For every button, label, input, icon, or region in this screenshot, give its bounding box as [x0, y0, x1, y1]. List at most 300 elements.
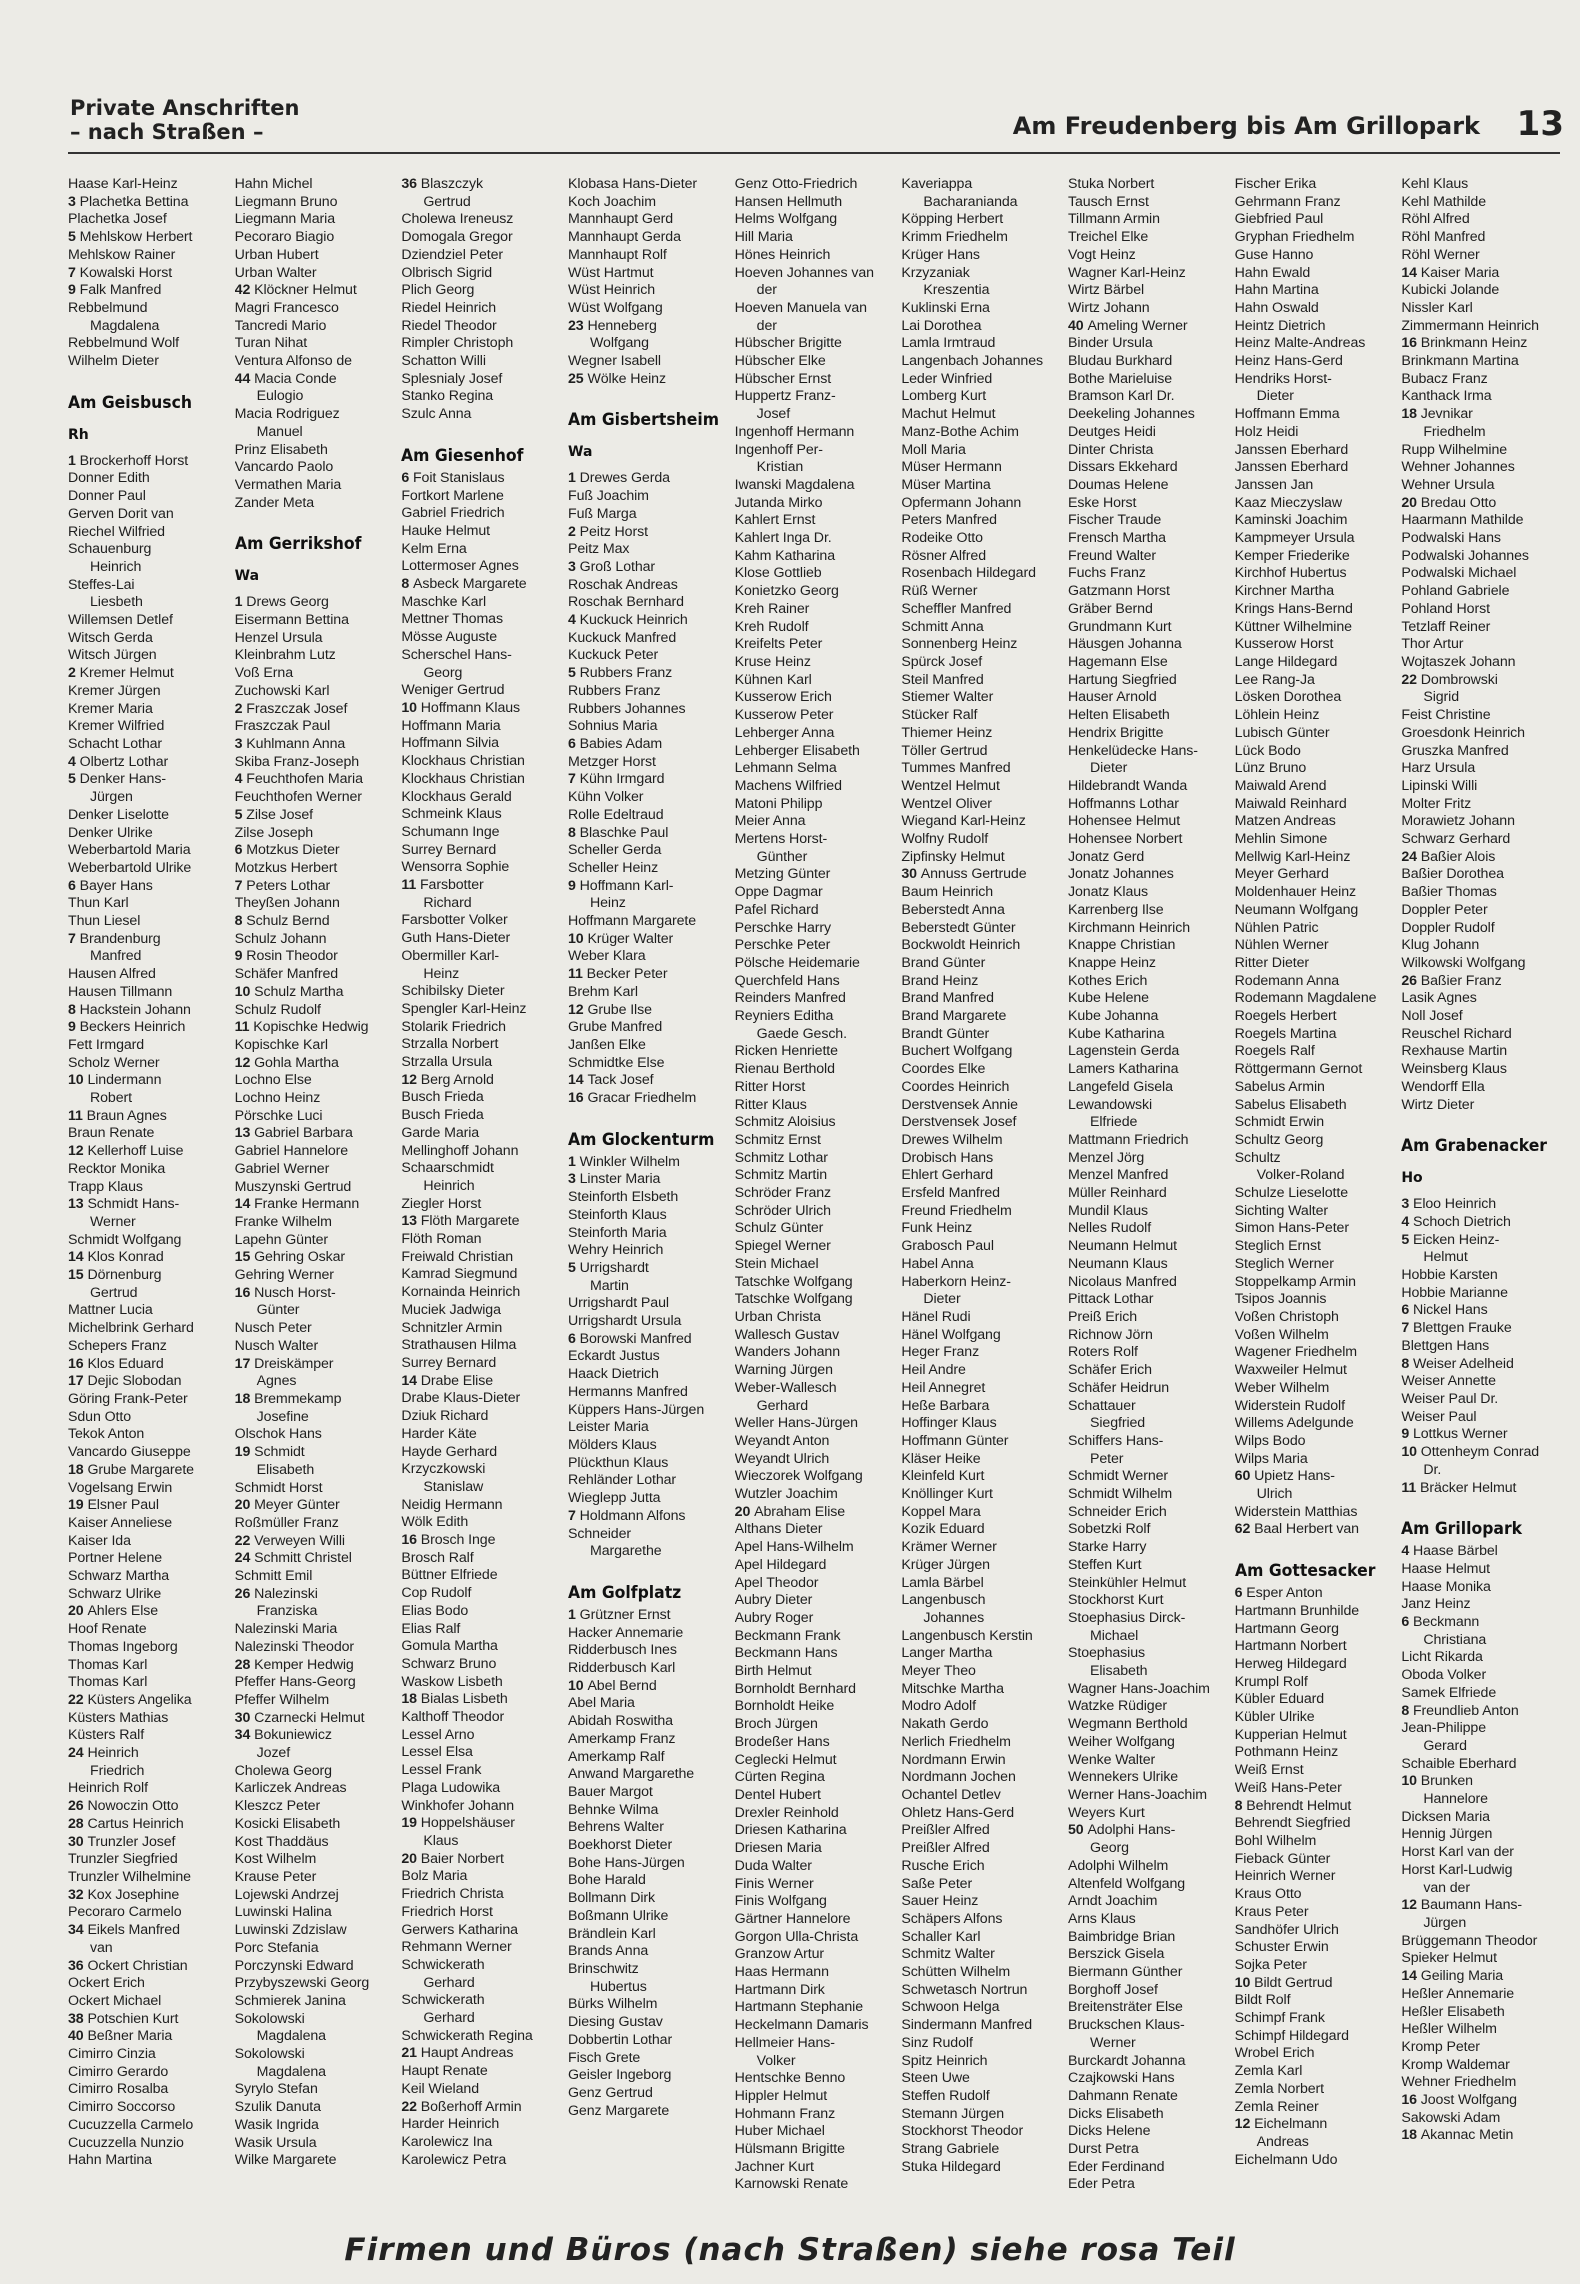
- resident-entry: [68, 1674, 231, 1692]
- resident-entry: [735, 1079, 898, 1097]
- resident-entry: [68, 1072, 231, 1090]
- resident-entry: [568, 1749, 731, 1767]
- resident-name: Kupperian Helmut: [1234, 1726, 1347, 1743]
- resident-entry: [68, 1480, 231, 1498]
- resident-entry: [568, 612, 731, 630]
- resident-name: Menzel Manfred: [1068, 1167, 1169, 1184]
- resident-name: Janssen Eberhard: [1234, 441, 1349, 458]
- entry-continuation: [735, 318, 898, 336]
- resident-name: Asbeck Margarete: [412, 576, 527, 593]
- entry-continuation: [68, 789, 231, 807]
- resident-name: Krüger Walter: [587, 930, 674, 947]
- resident-name: Behnke Wilma: [568, 1801, 659, 1818]
- resident-entry: [68, 931, 231, 949]
- resident-name: Weiher Wolfgang: [1068, 1733, 1175, 1750]
- resident-entry: [1068, 194, 1231, 212]
- resident-entry: [1401, 1444, 1564, 1462]
- resident-name: Rubbers Franz: [568, 682, 661, 699]
- house-number: 30: [68, 1833, 88, 1850]
- resident-name: Maschke Karl: [401, 593, 487, 610]
- resident-name: Nordmann Erwin: [901, 1751, 1006, 1768]
- resident-entry: [735, 813, 898, 831]
- resident-entry: [235, 2081, 398, 2099]
- resident-name: Schmidt Hans-: [87, 1196, 180, 1213]
- resident-name: Mehlskow Rainer: [68, 246, 176, 263]
- resident-name: Kost Thaddäus: [234, 1833, 329, 1850]
- resident-name: Michael: [1090, 1627, 1139, 1644]
- resident-entry: [568, 1419, 731, 1437]
- resident-entry: [1235, 1904, 1398, 1922]
- resident-name: Elias Bodo: [401, 1602, 469, 1619]
- house-number: 38: [68, 2010, 88, 2027]
- resident-name: Rupp Wilhelmine: [1401, 441, 1508, 458]
- resident-name: Wilke Margarete: [234, 2152, 337, 2169]
- resident-entry: [1235, 2116, 1398, 2134]
- resident-entry: [401, 1904, 564, 1922]
- resident-entry: [68, 1780, 231, 1798]
- resident-name: Elfriede: [1090, 1114, 1138, 1131]
- resident-entry: [901, 1911, 1064, 1929]
- resident-entry: [1401, 1391, 1564, 1409]
- resident-name: Janssen Eberhard: [1234, 459, 1349, 476]
- resident-entry: [901, 265, 1064, 283]
- resident-name: Stemann Jürgen: [901, 2105, 1005, 2122]
- resident-name: Bacharanianda: [923, 193, 1018, 210]
- resident-name: Doppler Rudolf: [1401, 919, 1495, 936]
- resident-entry: [1235, 1674, 1398, 1692]
- resident-entry: [401, 1638, 564, 1656]
- resident-name: Kanthack Irma: [1401, 388, 1492, 405]
- resident-name: Tsipos Joannis: [1234, 1291, 1327, 1308]
- resident-name: Eisermann Bettina: [234, 612, 349, 629]
- resident-name: Wehner Friedhelm: [1401, 2074, 1517, 2091]
- resident-entry: [1068, 530, 1231, 548]
- resident-entry: [68, 1515, 231, 1533]
- resident-name: Sabelus Elisabeth: [1234, 1096, 1347, 1113]
- resident-name: Kampmeyer Ursula: [1234, 530, 1355, 547]
- resident-name: Drabe Klaus-Dieter: [401, 1390, 521, 1407]
- resident-entry: [401, 488, 564, 506]
- resident-entry: [901, 565, 1064, 583]
- resident-name: Scheller Gerda: [568, 842, 662, 859]
- resident-entry: [1235, 1992, 1398, 2010]
- resident-entry: [735, 2106, 898, 2124]
- entry-continuation: [68, 318, 231, 336]
- resident-name: Rösner Alfred: [901, 547, 986, 564]
- resident-entry: [1401, 1026, 1564, 1044]
- resident-name: Hobbie Marianne: [1401, 1284, 1508, 1301]
- house-number: 8: [68, 1001, 80, 1018]
- resident-name: Plachetka Bettina: [79, 193, 189, 210]
- resident-entry: [68, 860, 231, 878]
- page-number: 13: [1516, 104, 1564, 144]
- resident-name: Dicksen Maria: [1401, 1808, 1490, 1825]
- house-number: 4: [234, 771, 247, 788]
- resident-name: Weiser Paul: [1401, 1408, 1477, 1425]
- resident-name: Klobasa Hans-Dieter: [568, 176, 698, 192]
- resident-entry: [568, 1642, 731, 1660]
- resident-entry: [735, 1468, 898, 1486]
- resident-entry: [68, 612, 231, 630]
- resident-name: Freiwald Christian: [401, 1248, 514, 1265]
- resident-name: Langenbusch: [901, 1592, 986, 1609]
- resident-name: Dr.: [1423, 1461, 1442, 1478]
- resident-entry: [568, 282, 731, 300]
- resident-entry: [901, 229, 1064, 247]
- resident-entry: [1401, 1596, 1564, 1614]
- resident-entry: [568, 371, 731, 389]
- resident-name: Wenke Walter: [1068, 1751, 1156, 1768]
- resident-name: Matoni Philipp: [734, 795, 823, 812]
- resident-name: Derstvensek Annie: [901, 1096, 1018, 1113]
- resident-entry: [735, 1008, 898, 1026]
- resident-name: Eder Petra: [1068, 2176, 1135, 2193]
- resident-name: Stolarik Friedrich: [401, 1018, 506, 1035]
- resident-name: Finis Wolfgang: [734, 1893, 827, 1910]
- resident-name: Tetzlaff Reiner: [1401, 618, 1491, 635]
- resident-entry: [401, 1302, 564, 1320]
- resident-entry: [901, 760, 1064, 778]
- resident-entry: [235, 931, 398, 949]
- resident-entry: [235, 647, 398, 665]
- resident-entry: [68, 1249, 231, 1267]
- resident-entry: [901, 335, 1064, 353]
- resident-entry: [1068, 1610, 1231, 1628]
- resident-entry: [901, 1238, 1064, 1256]
- resident-entry: [68, 1196, 231, 1214]
- resident-name: Spengler Karl-Heinz: [401, 1000, 527, 1017]
- resident-entry: [1068, 1079, 1231, 1097]
- resident-name: Wallesch Gustav: [734, 1326, 840, 1343]
- resident-name: Harder Käte: [401, 1425, 477, 1442]
- resident-entry: [235, 1550, 398, 1568]
- resident-name: Lasik Agnes: [1401, 990, 1477, 1007]
- resident-entry: [1401, 1196, 1564, 1214]
- resident-entry: [735, 1521, 898, 1539]
- resident-entry: [1401, 211, 1564, 229]
- resident-entry: [568, 683, 731, 701]
- resident-name: Cucuzzella Carmelo: [68, 2116, 194, 2133]
- resident-name: Aubry Dieter: [734, 1592, 813, 1609]
- resident-name: Bremmekamp: [254, 1391, 342, 1407]
- house-number: 36: [401, 176, 421, 192]
- resident-name: Dissars Ekkehard: [1068, 459, 1178, 476]
- resident-entry: [1235, 424, 1398, 442]
- resident-name: Schwarz Ulrike: [68, 1585, 162, 1602]
- resident-name: Schmitt Anna: [901, 618, 984, 635]
- resident-name: Lubisch Günter: [1234, 724, 1330, 741]
- resident-name: Strzalla Ursula: [401, 1054, 493, 1071]
- resident-entry: [68, 2099, 231, 2117]
- resident-entry: [68, 247, 231, 265]
- resident-name: Wagner Karl-Heinz: [1068, 264, 1186, 281]
- resident-entry: [735, 990, 898, 1008]
- resident-name: Schulz Rudolf: [234, 1001, 321, 1018]
- resident-entry: [1235, 973, 1398, 991]
- house-number: 13: [68, 1196, 88, 1213]
- house-number: 3: [234, 735, 247, 752]
- resident-name: Heßler Elisabeth: [1401, 2003, 1505, 2020]
- resident-name: Kuckuck Heinrich: [579, 612, 688, 629]
- house-number: 8: [401, 576, 413, 593]
- resident-name: Schwoon Helga: [901, 1999, 1000, 2016]
- house-number: 10: [1401, 1773, 1421, 1790]
- resident-name: Steffes-Lai: [68, 576, 135, 593]
- resident-entry: [901, 1929, 1064, 1947]
- resident-entry: [735, 1097, 898, 1115]
- resident-entry: [235, 1692, 398, 1710]
- resident-entry: [1068, 1344, 1231, 1362]
- resident-name: Steinforth Klaus: [568, 1206, 667, 1223]
- resident-name: Preißler Alfred: [901, 1840, 990, 1857]
- resident-entry: [1235, 1585, 1398, 1603]
- resident-entry: [235, 318, 398, 336]
- resident-name: Bayer Hans: [79, 877, 153, 894]
- resident-name: Volker-Roland: [1256, 1167, 1345, 1184]
- resident-entry: [901, 1220, 1064, 1238]
- resident-name: Lapehn Günter: [234, 1231, 329, 1248]
- resident-name: Pohland Gabriele: [1401, 583, 1510, 600]
- resident-name: Kusserow Erich: [734, 689, 832, 706]
- resident-entry: [1401, 2110, 1564, 2128]
- resident-name: Hermanns Manfred: [568, 1383, 688, 1400]
- resident-name: Klug Johann: [1401, 937, 1480, 954]
- resident-name: Georg: [423, 664, 463, 681]
- resident-name: Peitz Horst: [579, 523, 648, 540]
- resident-name: Steen Uwe: [901, 2070, 970, 2087]
- section-title: [70, 96, 299, 144]
- resident-entry: [68, 1621, 231, 1639]
- resident-name: Surrey Bernard: [401, 841, 497, 858]
- resident-entry: [401, 930, 564, 948]
- resident-entry: [1235, 194, 1398, 212]
- entry-continuation: [401, 1479, 564, 1497]
- resident-name: Dziuk Richard: [401, 1408, 489, 1425]
- resident-entry: [901, 1628, 1064, 1646]
- resident-name: Wutzler Joachim: [734, 1486, 838, 1503]
- resident-entry: [901, 512, 1064, 530]
- resident-name: Agnes: [256, 1373, 297, 1390]
- resident-name: Cholewa Ireneusz: [401, 211, 514, 228]
- house-number: 18: [68, 1461, 88, 1478]
- house-number: 16: [1401, 335, 1421, 352]
- resident-entry: [1235, 530, 1398, 548]
- resident-entry: [568, 1402, 731, 1420]
- resident-entry: [1068, 990, 1231, 1008]
- resident-name: Röhl Manfred: [1401, 229, 1486, 246]
- resident-entry: [68, 1922, 231, 1940]
- resident-name: Dieter: [1256, 388, 1294, 405]
- resident-entry: [68, 470, 231, 488]
- resident-entry: [735, 442, 898, 460]
- resident-entry: [68, 335, 231, 353]
- resident-name: Steglich Werner: [1234, 1255, 1334, 1272]
- resident-entry: [1235, 760, 1398, 778]
- resident-entry: [235, 1621, 398, 1639]
- resident-name: Kremer Jürgen: [68, 682, 161, 699]
- resident-entry: [901, 689, 1064, 707]
- resident-name: Habel Anna: [901, 1255, 974, 1272]
- resident-name: Blaszczyk: [420, 176, 483, 192]
- resident-name: Hohmann Franz: [734, 2105, 836, 2122]
- resident-name: Steffen Kurt: [1068, 1556, 1142, 1573]
- resident-name: Braun Renate: [68, 1125, 155, 1142]
- resident-entry: [1235, 1026, 1398, 1044]
- resident-name: Willemsen Detlef: [68, 612, 173, 629]
- resident-entry: [1401, 512, 1564, 530]
- resident-name: Hackstein Johann: [79, 1001, 191, 1018]
- resident-name: Grube Manfred: [568, 1019, 663, 1036]
- resident-name: Gertrud: [90, 1284, 138, 1301]
- resident-entry: [235, 878, 398, 896]
- house-number: 4: [1401, 1543, 1413, 1560]
- resident-entry: [1068, 1043, 1231, 1061]
- resident-entry: [1235, 1150, 1398, 1168]
- resident-name: Lochno Heinz: [234, 1090, 321, 1107]
- resident-name: Manfred: [90, 948, 142, 965]
- header-divider: [68, 152, 1560, 154]
- resident-entry: [1068, 707, 1231, 725]
- resident-name: Hauke Helmut: [401, 522, 491, 539]
- resident-entry: [235, 1780, 398, 1798]
- resident-name: Horst Karl van der: [1401, 1844, 1514, 1861]
- resident-name: Heinz: [423, 965, 460, 982]
- resident-name: Michelbrink Gerhard: [68, 1320, 194, 1337]
- resident-name: Kühn Volker: [568, 789, 644, 806]
- resident-name: Abel Maria: [568, 1695, 635, 1712]
- resident-entry: [68, 1710, 231, 1728]
- resident-entry: [68, 1550, 231, 1568]
- resident-entry: [1401, 973, 1564, 991]
- entry-continuation: [235, 1373, 398, 1391]
- resident-name: Reuschel Richard: [1401, 1025, 1512, 1042]
- house-number: 26: [1401, 972, 1421, 989]
- resident-name: Zuchowski Karl: [234, 682, 330, 699]
- resident-name: Dahmann Renate: [1068, 2087, 1178, 2104]
- house-number: 24: [234, 1550, 255, 1567]
- resident-name: Henzel Ursula: [234, 629, 323, 646]
- resident-name: Guse Hanno: [1234, 246, 1314, 263]
- house-number: 20: [1401, 494, 1421, 511]
- resident-entry: [1235, 920, 1398, 938]
- resident-name: Nusch Horst-: [254, 1284, 336, 1301]
- resident-entry: [68, 1798, 231, 1816]
- resident-name: Bludau Burkhard: [1068, 353, 1173, 370]
- resident-entry: [401, 1125, 564, 1143]
- resident-name: Bohe Harald: [568, 1872, 646, 1889]
- resident-name: Dieter: [923, 1291, 961, 1308]
- resident-name: Fischer Erika: [1234, 176, 1317, 192]
- resident-entry: [1068, 1787, 1231, 1805]
- resident-entry: [901, 1946, 1064, 1964]
- resident-name: Groß Lothar: [579, 558, 656, 575]
- resident-name: Küttner Wilhelmine: [1234, 618, 1352, 635]
- resident-entry: [1068, 424, 1231, 442]
- house-number: 4: [68, 753, 80, 770]
- resident-entry: [68, 842, 231, 860]
- resident-entry: [568, 1695, 731, 1713]
- resident-entry: [1068, 636, 1231, 654]
- resident-name: Kleinbrahm Lutz: [234, 647, 336, 664]
- resident-entry: [401, 2134, 564, 2152]
- resident-entry: [401, 1390, 564, 1408]
- resident-entry: [401, 948, 564, 966]
- resident-entry: [235, 718, 398, 736]
- resident-entry: [901, 1114, 1064, 1132]
- resident-entry: [401, 335, 564, 353]
- resident-entry: [235, 1657, 398, 1675]
- resident-name: Birth Helmut: [734, 1663, 812, 1680]
- house-number: 24: [68, 1745, 88, 1762]
- resident-name: Tillmann Armin: [1068, 211, 1160, 228]
- entry-continuation: [401, 2010, 564, 2028]
- resident-name: Babies Adam: [579, 735, 663, 752]
- resident-name: Mettner Thomas: [401, 611, 503, 628]
- entry-continuation: [68, 559, 231, 577]
- resident-name: Apel Hildegard: [734, 1556, 827, 1573]
- entry-continuation: [1068, 760, 1231, 778]
- resident-name: Plich Georg: [401, 282, 475, 299]
- resident-entry: [735, 424, 898, 442]
- resident-name: Jozef: [256, 1745, 291, 1762]
- resident-entry: [735, 672, 898, 690]
- resident-entry: [735, 1982, 898, 2000]
- resident-name: Foit Stanislaus: [412, 469, 505, 486]
- resident-entry: [1401, 477, 1564, 495]
- resident-name: Ridderbusch Karl: [568, 1660, 676, 1677]
- resident-name: Linster Maria: [579, 1171, 661, 1188]
- resident-entry: [68, 701, 231, 719]
- resident-entry: [401, 1656, 564, 1674]
- resident-name: Hahn Ewald: [1234, 264, 1311, 281]
- resident-entry: [901, 1468, 1064, 1486]
- resident-entry: [735, 1557, 898, 1575]
- house-number: 9: [1401, 1426, 1413, 1443]
- resident-name: Krings Hans-Bernd: [1234, 600, 1353, 617]
- resident-entry: [235, 495, 398, 513]
- resident-entry: [235, 247, 398, 265]
- resident-entry: [735, 2035, 898, 2053]
- resident-entry: [901, 1999, 1064, 2017]
- resident-entry: [235, 1904, 398, 1922]
- resident-entry: [68, 353, 231, 371]
- house-number: 8: [1401, 1355, 1413, 1372]
- section-title-line2: – nach Straßen –: [70, 120, 264, 144]
- resident-entry: [235, 335, 398, 353]
- resident-name: Kahlert Ernst: [734, 512, 816, 529]
- resident-name: Nickel Hans: [1412, 1302, 1488, 1319]
- resident-name: Herweg Hildegard: [1234, 1655, 1347, 1672]
- resident-name: Tummes Manfred: [901, 760, 1011, 777]
- resident-entry: [1068, 583, 1231, 601]
- resident-name: Röttgermann Gernot: [1234, 1061, 1363, 1078]
- resident-name: Schiffers Hans-: [1068, 1432, 1164, 1449]
- resident-entry: [568, 736, 731, 754]
- resident-entry: [235, 984, 398, 1002]
- resident-name: Kelm Erna: [401, 540, 467, 557]
- resident-name: Wüst Wolfgang: [568, 299, 663, 316]
- resident-entry: [735, 973, 898, 991]
- resident-name: Beckmann: [1412, 1614, 1480, 1631]
- resident-entry: [568, 1366, 731, 1384]
- resident-name: Portner Helene: [68, 1550, 163, 1567]
- house-number: 3: [568, 558, 580, 575]
- resident-entry: [735, 1734, 898, 1752]
- resident-name: Drexler Reinhold: [734, 1804, 839, 1821]
- resident-entry: [235, 1533, 398, 1551]
- entry-continuation: [68, 948, 231, 966]
- resident-name: Rodeike Otto: [901, 530, 983, 547]
